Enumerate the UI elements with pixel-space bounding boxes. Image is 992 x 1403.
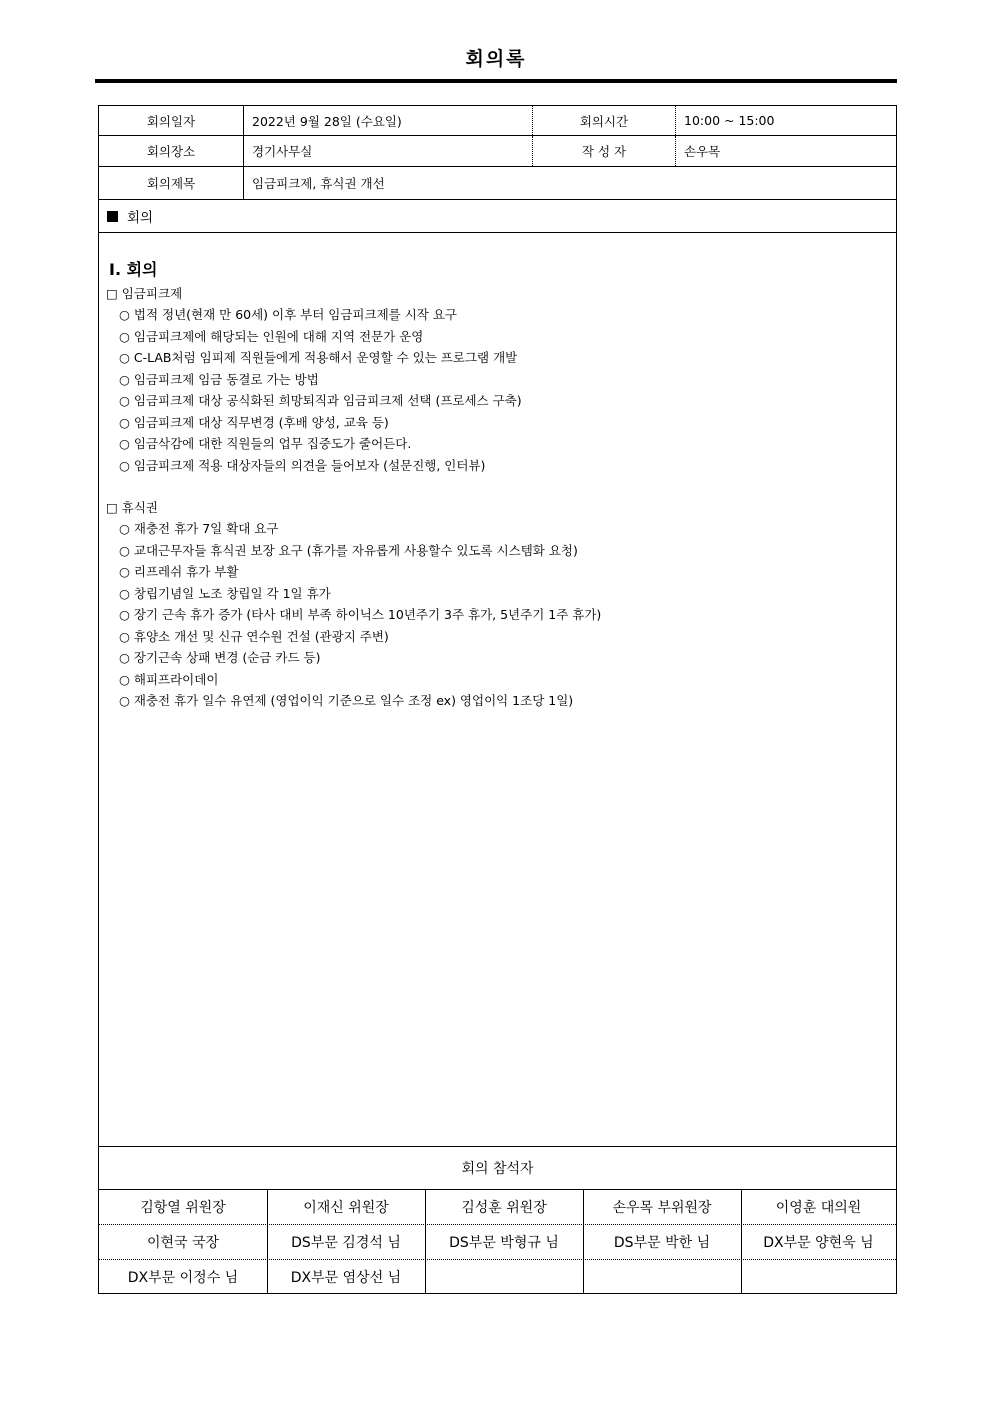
- list-item: ○ 임금피크제 적용 대상자들의 의견을 들어보자 (설문진행, 인터뷰): [119, 458, 486, 473]
- attendees-table: [99, 1190, 896, 1294]
- attendee-cell: 이영훈 대의원: [775, 1200, 862, 1216]
- info-row-date: [99, 106, 896, 136]
- attendee-cell: 김항열 위원장: [140, 1200, 226, 1216]
- attendee-cell: DX부문 염상선 님: [290, 1270, 402, 1286]
- attendee-cell: DS부문 박한 님: [613, 1235, 711, 1251]
- list-item: ○ 휴양소 개선 및 신규 연수원 건설 (관광지 주변): [119, 629, 389, 644]
- list-item: ○ 임금피크제 대상 공식화된 희망퇴직과 임금피크제 선택 (프로세스 구축): [119, 393, 522, 408]
- attendee-cell: 김성훈 위원장: [461, 1200, 547, 1216]
- attendee-cell: 이현국 국장: [146, 1235, 220, 1251]
- place-value: 경기사무실: [252, 144, 313, 159]
- group-title-rest-rights: □ 휴식권: [106, 500, 159, 515]
- subject-value: 임금피크제, 휴식권 개선: [252, 176, 385, 191]
- list-item: ○ 임금피크제 대상 직무변경 (후배 양성, 교육 등): [119, 415, 389, 430]
- list-item: ○ 재충전 휴가 일수 유연제 (영업이익 기준으로 일수 조정 ex) 영업이익 1조당 1일): [119, 693, 574, 708]
- info-row-subject: [99, 167, 896, 200]
- list-item: ○ 임금피크제 임금 동결로 가는 방법: [119, 372, 319, 387]
- attendee-cell: 이재신 위원장: [303, 1200, 389, 1216]
- title-underline: [95, 79, 897, 83]
- attendee-cell: [425, 1260, 583, 1294]
- attendees-title: 회의 참석자: [99, 1146, 896, 1190]
- subject-label: 회의제목: [146, 176, 196, 191]
- section-header: [99, 200, 896, 233]
- content-heading: Ⅰ. 회의: [109, 260, 158, 279]
- date-value: 2022년 9월 28일 (수요일): [252, 113, 402, 129]
- list-item: ○ 해피프라이데이: [119, 672, 219, 687]
- black-square-icon: [107, 211, 118, 222]
- attendee-cell: DS부문 박형규 님: [449, 1235, 559, 1251]
- group-title-wage-peak: □ 임금피크제: [106, 286, 183, 301]
- list-item: ○ 리프레쉬 휴가 부활: [119, 564, 239, 579]
- list-item: ○ C-LAB처럼 임피제 직원들에게 적용해서 운영할 수 있는 프로그램 개발: [119, 350, 518, 365]
- attendee-cell: DX부문 양현욱 님: [763, 1235, 874, 1251]
- section-label: 회의: [127, 210, 154, 226]
- time-value: 10:00 ~ 15:00: [684, 113, 775, 128]
- author-label: 작 성 자: [581, 144, 627, 159]
- list-item: ○ 장기근속 상패 변경 (순금 카드 등): [119, 650, 321, 665]
- attendee-cell: DX부문 이정수 님: [127, 1270, 239, 1286]
- author-value: 손우목: [684, 144, 721, 159]
- place-label: 회의장소: [146, 144, 196, 159]
- attendee-cell: [741, 1260, 896, 1294]
- list-item: ○ 교대근무자들 휴식권 보장 요구 (휴가를 자유롭게 사용할수 있도록 시스템화 요청): [119, 543, 578, 558]
- list-item: ○ 법적 정년(현재 만 60세) 이후 부터 임금피크제를 시작 요구: [119, 307, 457, 322]
- list-item: ○ 임금삭감에 대한 직원들의 업무 집중도가 줄어든다.: [119, 436, 412, 451]
- date-label: 회의일자: [146, 113, 196, 129]
- minutes-form: [98, 105, 897, 1294]
- attendee-cell: [583, 1260, 741, 1294]
- list-item: ○ 임금피크제에 해당되는 인원에 대해 지역 전문가 운영: [119, 329, 424, 344]
- time-label: 회의시간: [579, 113, 629, 129]
- info-row-place: [99, 136, 896, 167]
- list-item: ○ 재충전 휴가 7일 확대 요구: [119, 521, 279, 536]
- attendee-cell: DS부문 김경석 님: [291, 1235, 401, 1251]
- document-title: 회의록: [465, 48, 527, 70]
- list-item: ○ 장기 근속 휴가 증가 (타사 대비 부족 하이닉스 10년주기 3주 휴가, 5년주기 1주 휴가): [119, 607, 602, 622]
- attendee-cell: 손우목 부위원장: [612, 1200, 712, 1216]
- list-item: ○ 창립기념일 노조 창립일 각 1일 휴가: [119, 586, 331, 601]
